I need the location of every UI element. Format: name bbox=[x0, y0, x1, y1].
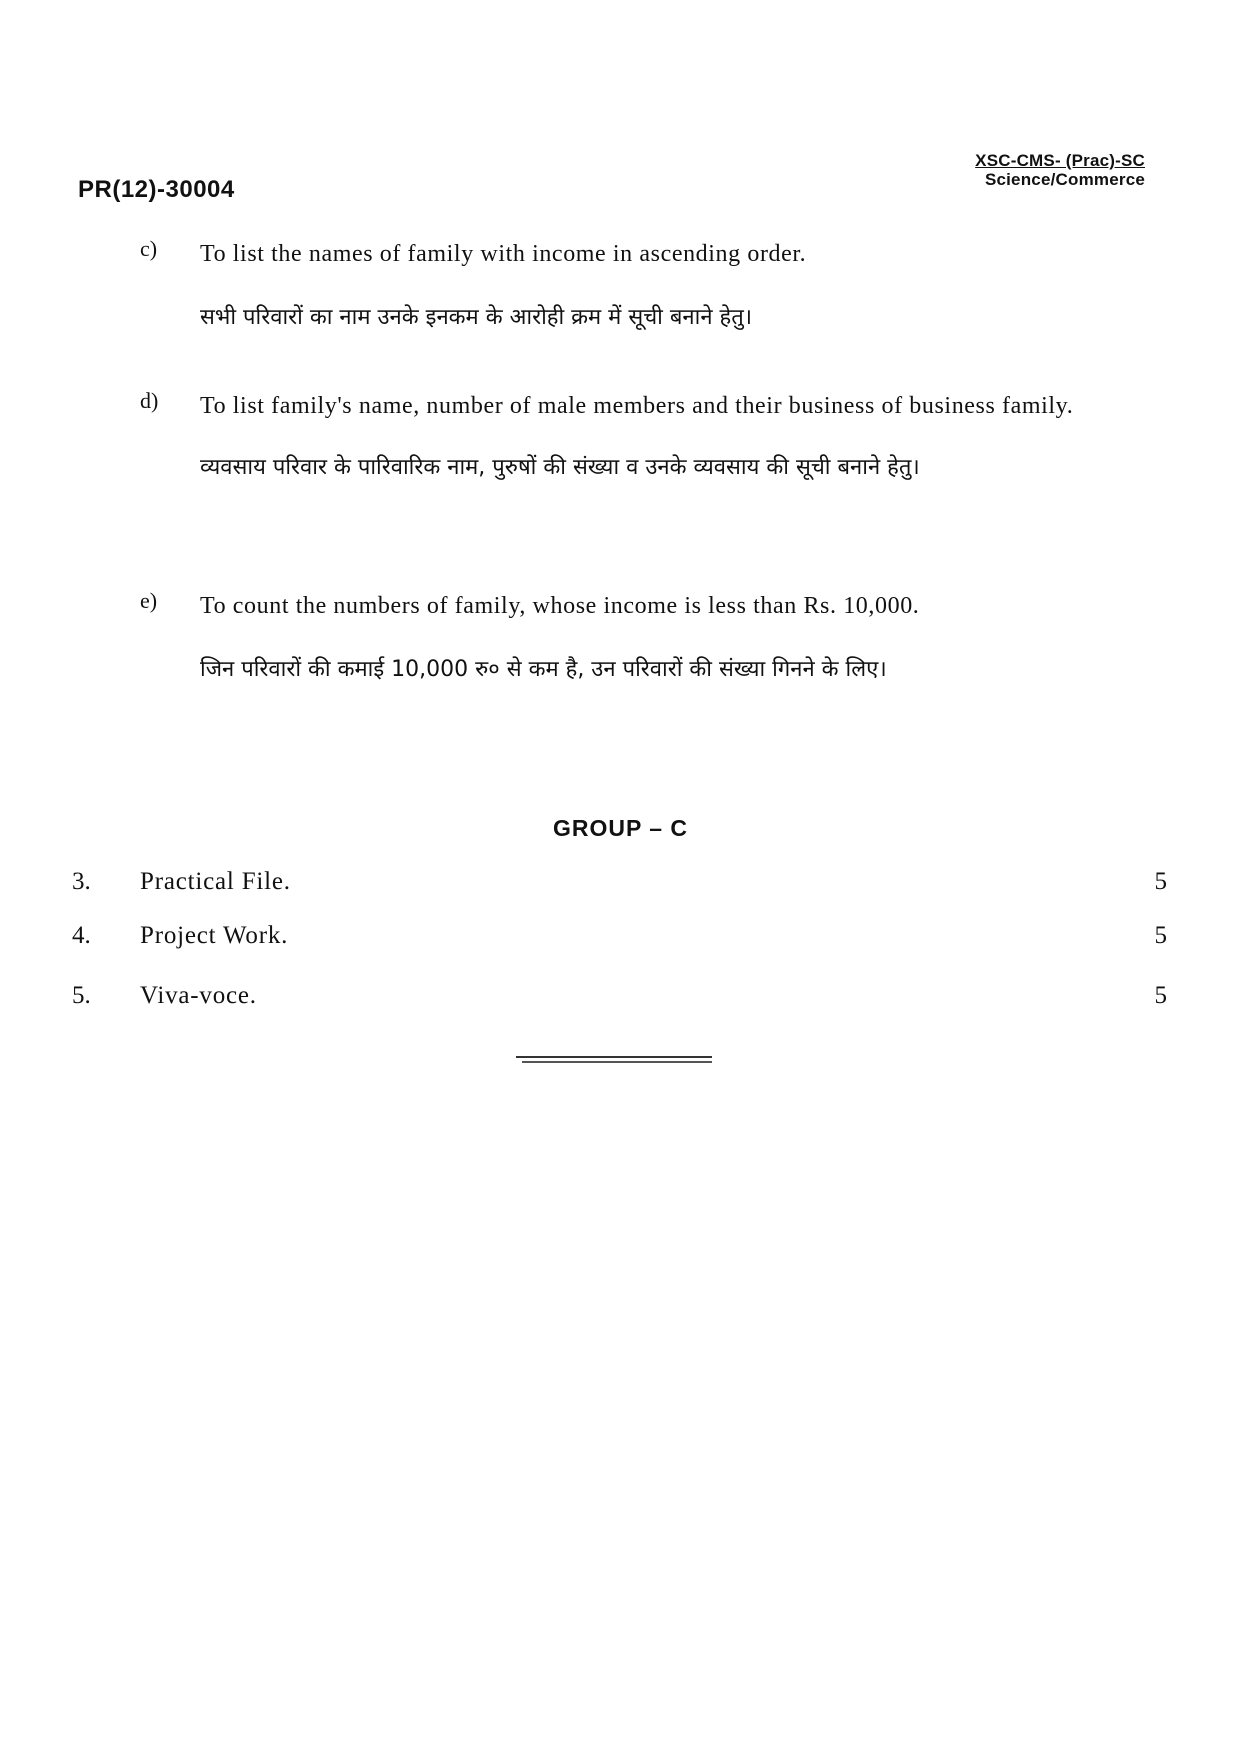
exam-code: XSC-CMS- (Prac)-SC bbox=[975, 151, 1145, 170]
group-item bbox=[72, 976, 1167, 1016]
item-text: Viva-voce. bbox=[140, 982, 257, 1009]
paper-code: PR(12)-30004 bbox=[78, 176, 235, 203]
item-marks: 5 bbox=[1154, 982, 1167, 1009]
stream-label: Science/Commerce bbox=[984, 169, 1145, 189]
item-text: Project Work. bbox=[140, 922, 289, 949]
question-hindi: जिन परिवारों की कमाई 10,000 रु० से कम है, उन परिवारों की संख्या गिनने के लिए। bbox=[200, 657, 887, 682]
group-title: GROUP – C bbox=[552, 815, 689, 841]
question-body bbox=[200, 384, 1170, 488]
rule-line bbox=[522, 1061, 712, 1063]
exam-header bbox=[975, 152, 1145, 189]
item-number: 4. bbox=[72, 922, 91, 949]
question-body bbox=[200, 232, 1170, 338]
item-marks: 5 bbox=[1154, 868, 1167, 895]
question-label: d) bbox=[140, 388, 159, 413]
item-number: 5. bbox=[72, 982, 91, 1009]
question-hindi: सभी परिवारों का नाम उनके इनकम के आरोही क्रम में सूची बनाने हेतु। bbox=[200, 305, 753, 330]
item-text: Practical File. bbox=[140, 868, 291, 895]
question-english: To list the names of family with income in ascending order. bbox=[200, 241, 807, 267]
end-of-paper-rule bbox=[516, 1056, 712, 1064]
group-item bbox=[72, 916, 1167, 956]
rule-line bbox=[516, 1056, 712, 1058]
question-label: e) bbox=[140, 588, 158, 613]
question-hindi: व्यवसाय परिवार के पारिवारिक नाम, पुरुषों की संख्या व उनके व्यवसाय की सूची बनाने हेतु। bbox=[200, 455, 920, 480]
item-number: 3. bbox=[72, 868, 91, 895]
question-english: To count the numbers of family, whose income is less than Rs. 10,000. bbox=[200, 593, 920, 619]
question-english: To list family's name, number of male members and their business of business family. bbox=[200, 393, 1074, 419]
question-body bbox=[200, 584, 1170, 690]
question-label: c) bbox=[140, 236, 158, 261]
item-marks: 5 bbox=[1154, 922, 1167, 949]
group-item bbox=[72, 862, 1167, 902]
